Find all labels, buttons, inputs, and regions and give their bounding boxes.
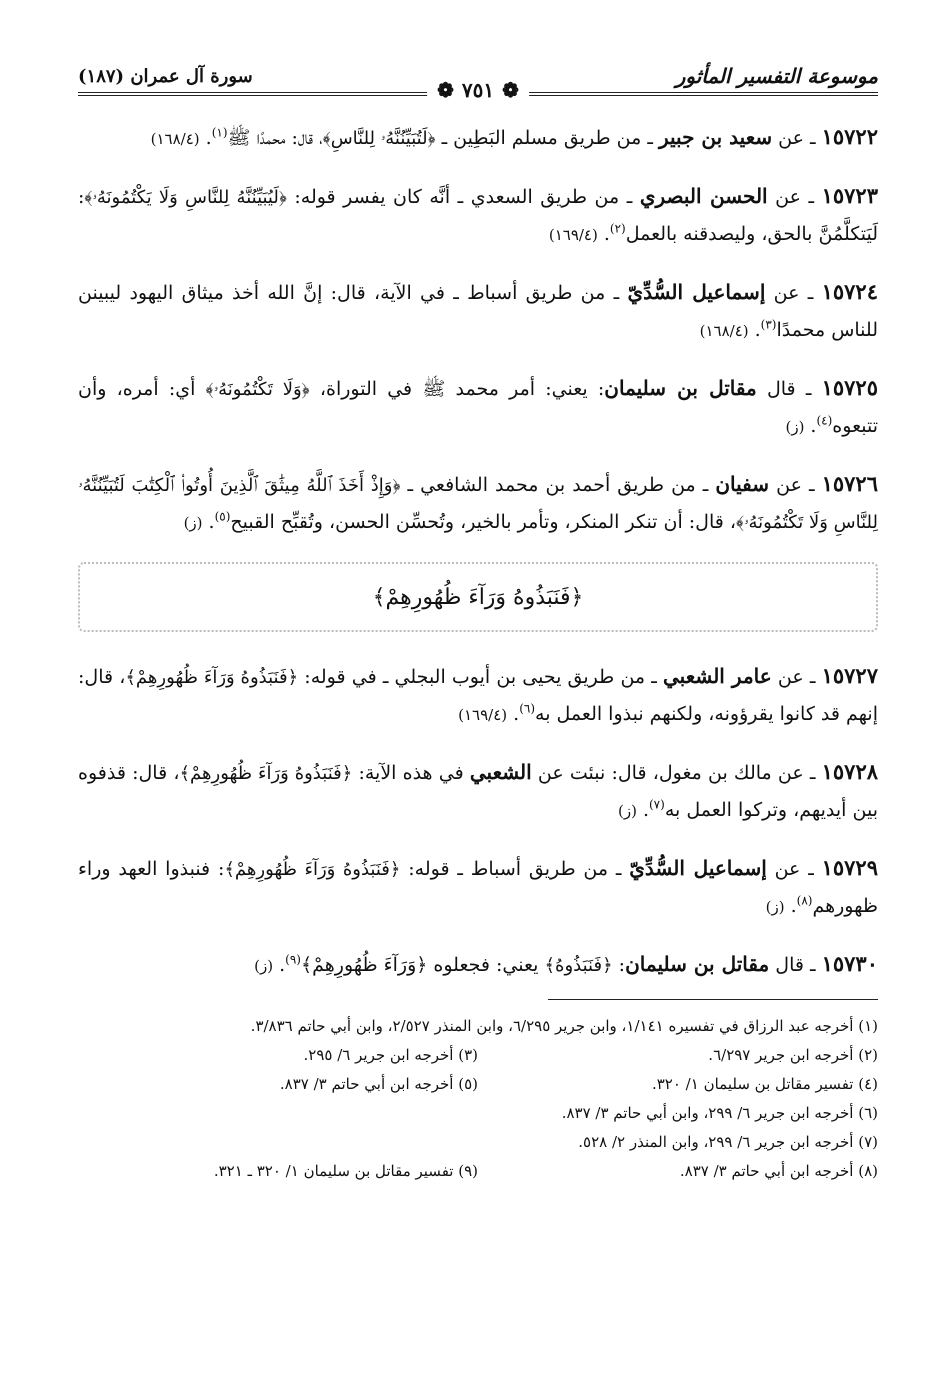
entry-text: ـ عن	[771, 666, 822, 688]
footnote-6: (٦) أخرجه ابن جرير ٦/ ٢٩٩، وابن أبي حاتم ٣/ ٨٣٧.	[561, 1104, 878, 1122]
entry-text: أي: أمره، وأن تتبعوه	[78, 378, 878, 437]
narrator-name: إسماعيل السُّدِّيّ	[629, 856, 767, 880]
entry-text: .	[754, 319, 761, 341]
entry-text: ـ من طريق أسباط ـ في الآية، قال: إنَّ الله أخذ ميثاق اليهود ليبينن للناس محمدًا	[78, 282, 878, 341]
volume-reference: (١٦٨/٤)	[699, 322, 749, 340]
entry	[78, 753, 878, 830]
entry-text: .	[642, 799, 649, 821]
entry-text: .	[279, 954, 286, 976]
footnote-marker: (٤)	[816, 413, 833, 428]
entry	[78, 945, 878, 985]
entry-text: ـ عن	[772, 127, 822, 149]
footnote-marker: (٧)	[648, 797, 665, 812]
quran-quote: ﴿فَنَبَذُوهُ﴾	[544, 955, 613, 976]
entry-text: .	[208, 511, 215, 533]
narrator-name: سفيان	[715, 472, 770, 496]
narrator-name: إسماعيل السُّدِّيّ	[627, 280, 766, 304]
entry	[78, 369, 878, 446]
volume-reference: (١٦٩/٤)	[458, 706, 508, 724]
entry	[78, 177, 878, 254]
narrator-name: الحسن البصري	[639, 184, 768, 208]
quran-quote: ﴿وَإِذْ أَخَذَ ٱللَّهُ مِيثَٰقَ ٱلَّذِينَ أُوتُوا۟ ٱلْكِتَٰبَ لَتُبَيِّنُنَّهُۥ لِلنَّاسِ وَلَا تَكْتُمُونَهُۥ﴾	[78, 475, 878, 533]
entry-text: ـ من طريق أسباط ـ قوله:	[400, 858, 630, 880]
entry-text: ـ عن مالك بن مغول، قال: نبئت عن	[531, 762, 822, 784]
footnote-marker: (٦)	[519, 701, 536, 716]
page-number-text: ٧٥١	[461, 78, 495, 102]
footnote-marker: (٢)	[609, 221, 626, 236]
entry-number: ١٥٧٢٢	[821, 124, 878, 149]
quran-quote: ﴿فَنَبَذُوهُ وَرَآءَ ظُهُورِهِمْ﴾	[224, 859, 401, 880]
entry-text: ـ من طريق يحيى بن أيوب البجلي ـ في قوله:	[298, 666, 663, 688]
footnote-4: (٤) تفسير مقاتل بن سليمان ١/ ٣٢٠.	[651, 1075, 878, 1093]
entry-number: ١٥٧٢٨	[821, 759, 879, 784]
quran-quote: ﴿وَلَا تَكْتُمُونَهُۥ﴾	[205, 379, 310, 400]
footnote-divider	[548, 999, 878, 1000]
page	[78, 58, 878, 1186]
entry-text: .	[790, 895, 797, 917]
volume-reference: (ز)	[785, 418, 805, 436]
quran-quote: ﴿لَيُبَيِّنُنَّهُ لِلنَّاسِ وَلَا يَكْتُمُونَهُۥ﴾	[84, 187, 287, 208]
page-header	[78, 58, 878, 102]
footnote-marker: (٥)	[214, 509, 231, 524]
entry-number: ١٥٧٢٥	[821, 375, 878, 400]
entry-text: في هذه الآية:	[352, 762, 470, 784]
entry	[78, 118, 878, 158]
quran-quote: ﴿لَتُبَيِّنُنَّهُۥ لِلنَّاسِ﴾	[322, 128, 436, 149]
footnote-marker: (٩)	[285, 952, 301, 967]
footnote-row	[78, 1041, 878, 1070]
entry-text: ، قال: محمدًا ﷺ	[227, 127, 323, 149]
entries-section-2	[78, 657, 878, 985]
footnote-marker: (٨)	[796, 893, 813, 908]
entry-number: ١٥٧٣٠	[821, 951, 878, 976]
entry-text: ـ من طريق أحمد بن محمد الشافعي ـ	[400, 474, 716, 496]
footnote-row	[78, 1157, 878, 1186]
footnotes	[78, 1012, 878, 1186]
entry-number: ١٥٧٢٣	[821, 183, 878, 208]
entry-text: : يعني: أمر محمد ﷺ في التوراة،	[309, 378, 605, 400]
book-title: موسوعة التفسير المأثور	[675, 64, 878, 88]
footnote-2: (٢) أخرجه ابن جرير ٦/٢٩٧.	[708, 1046, 878, 1064]
entry-text: ـ عن	[769, 474, 822, 496]
narrator-name: سعيد بن جبير	[658, 125, 773, 149]
entry-text: : فنبذوا العهد وراء ظهورهم	[78, 858, 878, 917]
entry-text: ، قال: قذفوه بين أيديهم، وتركوا العمل به	[78, 762, 878, 821]
footnote-marker: (٣)	[760, 317, 777, 332]
entry-text: .	[205, 127, 212, 149]
entry-text: ، قال: إنهم قد كانوا يقرؤونه، ولكنهم نبذوا العمل به	[78, 666, 878, 725]
surah-title: سورة آل عمران (١٨٧)	[78, 65, 253, 87]
quran-quote: ﴿فَنَبَذُوهُ وَرَآءَ ظُهُورِهِمْ﴾	[179, 763, 353, 784]
section-title: ﴿فَنَبَذُوهُ وَرَآءَ ظُهُورِهِمْ﴾	[357, 585, 600, 610]
entry-number: ١٥٧٢٦	[821, 471, 878, 496]
entry-text: .	[603, 223, 610, 245]
entry	[78, 273, 878, 350]
entry-number: ١٥٧٢٤	[821, 279, 878, 304]
footnote-8: (٨) أخرجه ابن أبي حاتم ٣/ ٨٣٧.	[679, 1162, 878, 1180]
footnote-1: (١) أخرجه عبد الرزاق في تفسيره ١/١٤١، وابن جرير ٦/٢٩٥، وابن المنذر ٢/٥٢٧، وابن أبي حاتم ٣/٨٣٦.	[250, 1017, 878, 1035]
entry-text: .	[810, 415, 817, 437]
footnote-3: (٣) أخرجه ابن جرير ٦/ ٢٩٥.	[303, 1046, 478, 1064]
entry	[78, 465, 878, 542]
volume-reference: (ز)	[183, 514, 203, 532]
ornament-icon: ❁	[502, 78, 519, 102]
entry-text: ، قال: أن تنكر المنكر، وتأمر بالخير، وتُحسِّن الحسن، وتُقبِّح القبيح	[230, 511, 737, 533]
volume-reference: (ز)	[617, 802, 637, 820]
entry-number: ١٥٧٢٧	[821, 663, 878, 688]
section-banner	[78, 556, 878, 638]
entry	[78, 849, 878, 926]
entry-text: ـ عن	[767, 186, 822, 208]
volume-reference: (ز)	[765, 898, 785, 916]
entry	[78, 657, 878, 734]
entry-text: يعني: فجعلوه ﴿وَرَآءَ ظُهُورِهِمْ﴾	[300, 954, 545, 976]
volume-reference: (ز)	[254, 957, 274, 975]
entry-text: ـ قال	[756, 378, 822, 400]
narrator-name: مقاتل بن سليمان	[604, 376, 757, 400]
entry-text: ـ عن	[765, 282, 822, 304]
page-number	[427, 78, 529, 102]
quran-quote: ﴿فَنَبَذُوهُ وَرَآءَ ظُهُورِهِمْ﴾	[125, 667, 299, 688]
entry-text: ـ من طريق مسلم البَطِين ـ	[435, 127, 659, 149]
entry-text: :	[612, 954, 626, 976]
narrator-name: عامر الشعبي	[663, 664, 772, 688]
entries-section-1	[78, 118, 878, 542]
entry-text: ـ عن	[766, 858, 822, 880]
footnote-5: (٥) أخرجه ابن أبي حاتم ٣/ ٨٣٧.	[279, 1075, 478, 1093]
entry-text: ـ قال	[769, 954, 822, 976]
volume-reference: (١٦٩/٤)	[548, 226, 598, 244]
footnote-marker: (١)	[211, 125, 228, 140]
narrator-name: الشعبي	[469, 760, 532, 784]
entry-text: ـ من طريق السعدي ـ أنَّه كان يفسر قوله:	[286, 186, 640, 208]
footnote-7: (٧) أخرجه ابن جرير ٦/ ٢٩٩، وابن المنذر ٢/ ٥٢٨.	[578, 1133, 878, 1151]
entry-text: .	[513, 703, 520, 725]
narrator-name: مقاتل بن سليمان	[625, 952, 770, 976]
entry-number: ١٥٧٢٩	[821, 855, 878, 880]
footnote-row	[78, 1070, 878, 1099]
volume-reference: (١٦٨/٤)	[150, 130, 200, 148]
footnote-9: (٩) تفسير مقاتل بن سليمان ١/ ٣٢٠ ـ ٣٢١.	[213, 1162, 478, 1180]
ornament-icon: ❁	[437, 78, 454, 102]
entry-text: : لَيَتكلَّمُنَّ بالحق، وليصدقنه بالعمل	[78, 186, 878, 245]
